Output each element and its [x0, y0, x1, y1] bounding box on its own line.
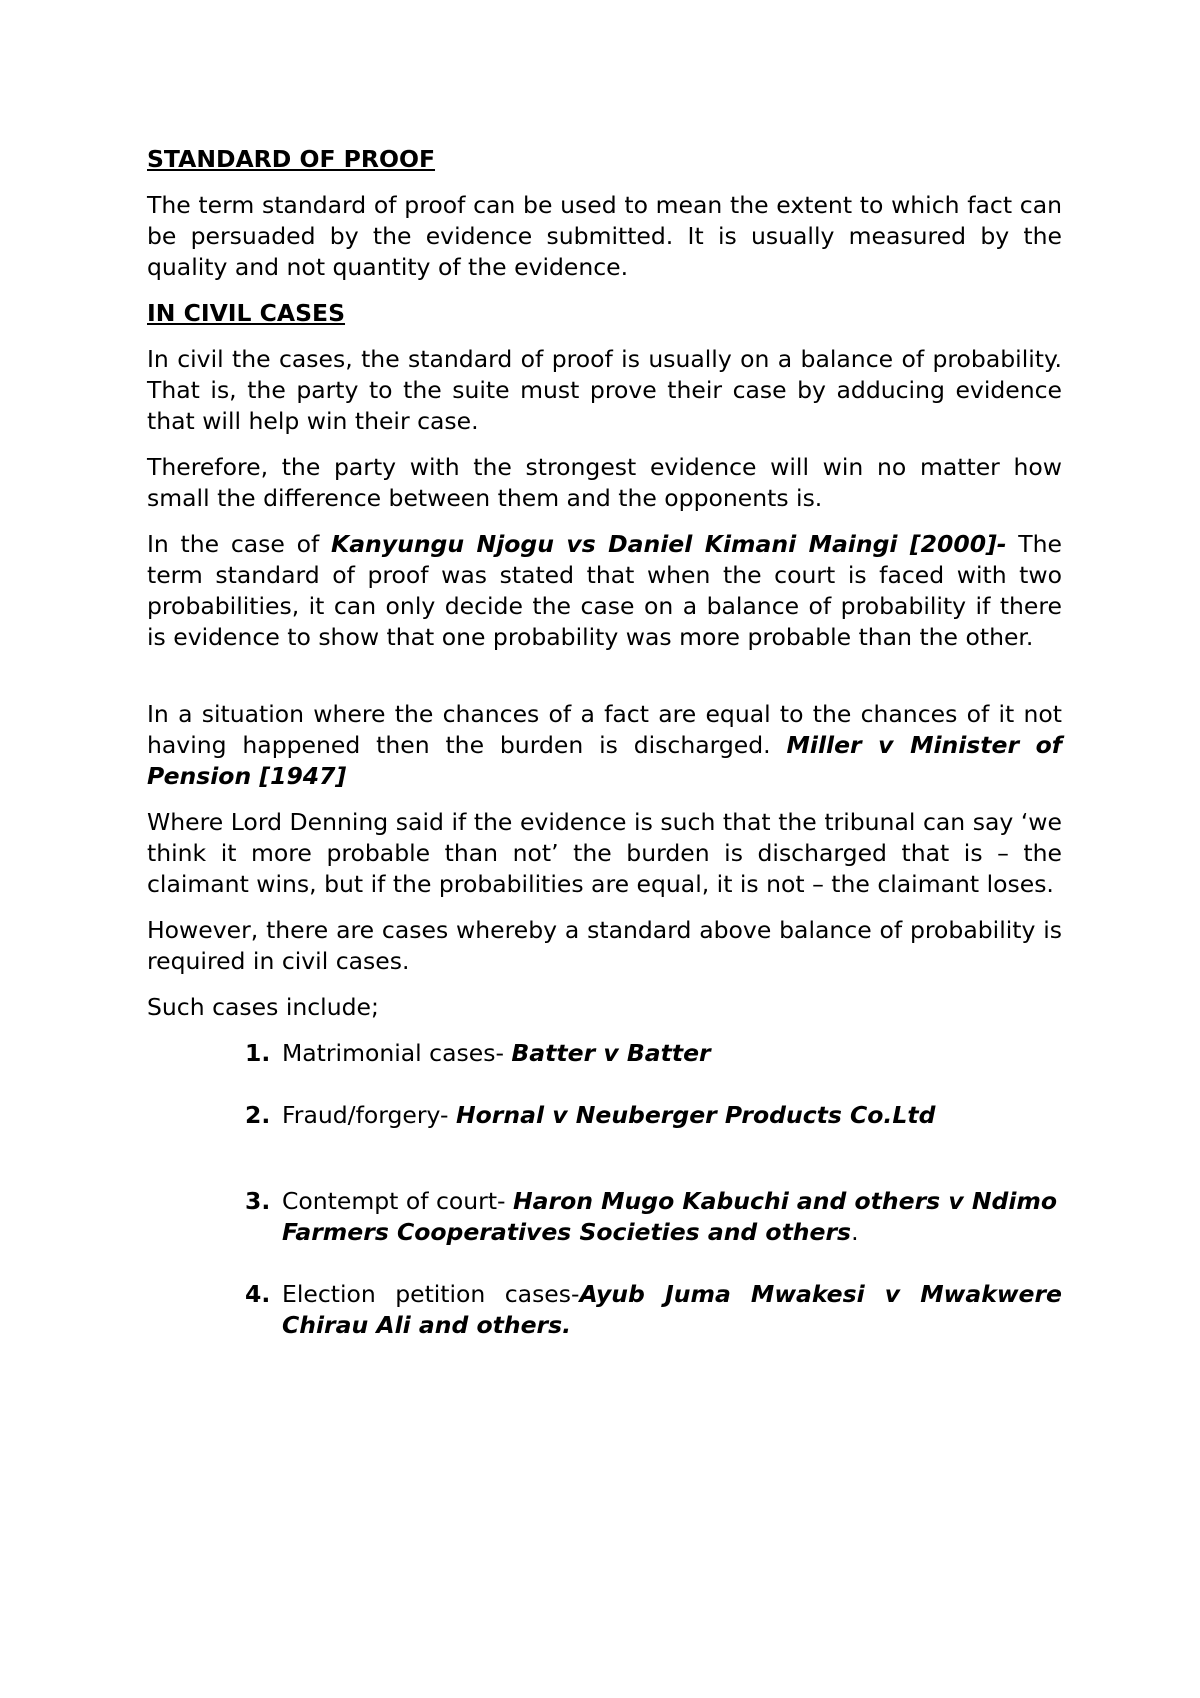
- list-item: [147, 1279, 1062, 1341]
- list-number: 2.: [245, 1101, 271, 1129]
- list-item-text: [282, 1186, 1062, 1217]
- such-cases-paragraph: Such cases include;: [147, 993, 379, 1021]
- situation-text: In a situation where the chances of a fact are equal to the chances of it not having happened then the burden is discharged.: [147, 700, 1062, 759]
- civil-paragraph-2: Therefore, the party with the strongest evidence will win no matter how small the difference between them and the opponents is.: [147, 453, 1062, 512]
- situation-paragraph: [147, 699, 1062, 792]
- list-case: Batter v Batter: [511, 1039, 711, 1067]
- list-number: 4.: [245, 1280, 271, 1308]
- list-extra-tail: .: [851, 1218, 859, 1246]
- list-label: Contempt of court-: [282, 1187, 513, 1215]
- case-paragraph: [147, 529, 1062, 653]
- list-case: Hornal v Neuberger Products Co.Ltd: [455, 1101, 936, 1129]
- document-page: [147, 144, 1062, 1372]
- civil-cases-heading: IN CIVIL CASES: [147, 299, 346, 327]
- list-item-text: [282, 1279, 1062, 1341]
- list-extra-case: Farmers Cooperatives Societies and others: [282, 1218, 852, 1246]
- case-paragraph-body: The term standard of proof was stated that when the court is faced with two probabilities, it can only decide the case on a balance of probability if there is evidence to show that one probability was more probable than the other.: [147, 530, 1062, 651]
- civil-paragraph-1: In civil the cases, the standard of proof is usually on a balance of probability. That is, the party to the suite must prove their case by adducing evidence that will help win their case.: [147, 345, 1062, 435]
- list-case: Ayub Juma Mwakesi v Mwakwere Chirau Ali and others.: [282, 1280, 1062, 1339]
- list-number: 3.: [245, 1187, 271, 1215]
- blank-line: [147, 668, 1062, 699]
- list-label: Fraud/forgery-: [282, 1101, 456, 1129]
- denning-paragraph: Where Lord Denning said if the evidence is such that the tribunal can say ‘we think it more probable than not’ the burden is discharged that is – the claimant wins, but if the probabilities are equal, it is not – the claimant loses.: [147, 808, 1062, 898]
- case-citation-kanyungu: Kanyungu Njogu vs Daniel Kimani Maingi [2000]-: [330, 530, 1007, 558]
- list-number: 1.: [245, 1039, 271, 1067]
- intro-paragraph: The term standard of proof can be used to mean the extent to which fact can be persuaded by the evidence submitted. It is usually measured by the quality and not quantity of the evidence.: [147, 191, 1062, 281]
- list-item: [147, 1186, 1062, 1248]
- list-item: [147, 1038, 1062, 1069]
- list-item: [147, 1100, 1062, 1131]
- case-paragraph-lead: In the case of: [147, 530, 331, 558]
- cases-list: [147, 1038, 1062, 1341]
- list-case: Haron Mugo Kabuchi and others v Ndimo: [512, 1187, 1058, 1215]
- list-label: Election petition cases-: [282, 1280, 580, 1308]
- list-label: Matrimonial cases-: [282, 1039, 512, 1067]
- however-paragraph: However, there are cases whereby a standard above balance of probability is required in civil cases.: [147, 916, 1062, 975]
- list-item-subtext: [282, 1217, 1062, 1248]
- page-title: STANDARD OF PROOF: [147, 145, 436, 173]
- case-citation-miller: Miller v Minister of Pension [1947]: [147, 731, 1062, 790]
